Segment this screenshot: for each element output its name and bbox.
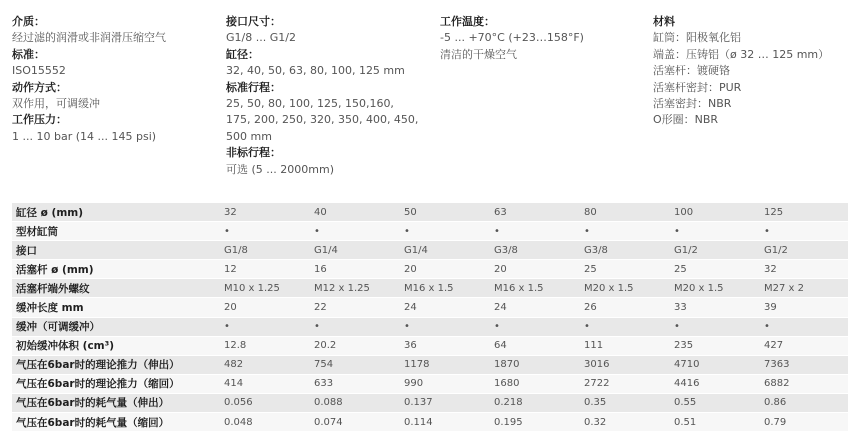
info-value: 活塞杆：镀硬铬	[653, 64, 730, 78]
table-cell: 20	[402, 260, 492, 279]
table-cell: 0.114	[402, 413, 492, 432]
table-cell: 111	[582, 336, 672, 355]
table-cell: •	[582, 222, 672, 241]
table-cell: 0.088	[312, 393, 402, 412]
table-cell: 0.32	[582, 413, 672, 432]
info-value: 175, 200, 250, 320, 350, 400, 450,	[226, 113, 419, 127]
info-label: 缸径：	[226, 47, 259, 61]
table-cell: 32	[222, 203, 312, 222]
table-cell: 0.218	[492, 393, 582, 412]
info-column-ports	[226, 14, 418, 178]
table-cell: 22	[312, 298, 402, 317]
table-row	[12, 355, 848, 374]
table-cell: M20 x 1.5	[582, 279, 672, 298]
info-value: G1/8 ... G1/2	[226, 31, 296, 45]
table-cell: 12	[222, 260, 312, 279]
table-row	[12, 413, 848, 432]
table-row	[12, 279, 848, 298]
table-cell: 20	[492, 260, 582, 279]
info-label: 标准行程：	[226, 80, 281, 94]
table-cell: 24	[402, 298, 492, 317]
table-cell: G1/4	[312, 241, 402, 260]
info-label: 工作温度：	[440, 15, 495, 28]
row-label: 缓冲长度 mm	[12, 298, 222, 317]
table-cell: 24	[492, 298, 582, 317]
row-label: 型材缸筒	[12, 222, 222, 241]
table-cell: M12 x 1.25	[312, 279, 402, 298]
specification-table	[12, 203, 848, 432]
row-label: 缓冲（可调缓冲）	[12, 317, 222, 336]
table-cell: 3016	[582, 355, 672, 374]
table-cell: 0.35	[582, 393, 672, 412]
table-cell: •	[582, 317, 672, 336]
table-cell: 12.8	[222, 336, 312, 355]
table-cell: 39	[762, 298, 848, 317]
info-value: 活塞杆密封：PUR	[653, 80, 742, 94]
table-cell: 32	[762, 260, 848, 279]
table-cell: 0.79	[762, 413, 848, 432]
table-cell: 25	[672, 260, 762, 279]
table-cell: 4416	[672, 374, 762, 393]
table-cell: •	[672, 317, 762, 336]
table-cell: 0.86	[762, 393, 848, 412]
info-column-medium	[12, 14, 166, 145]
table-cell: 26	[582, 298, 672, 317]
table-cell: G1/8	[222, 241, 312, 260]
info-value: 可选 (5 ... 2000mm)	[226, 162, 334, 176]
table-cell: 0.55	[672, 393, 762, 412]
table-cell: 40	[312, 203, 402, 222]
table-cell: 20.2	[312, 336, 402, 355]
table-cell: 0.056	[222, 393, 312, 412]
table-cell: M16 x 1.5	[402, 279, 492, 298]
table-cell: •	[492, 222, 582, 241]
table-cell: 0.51	[672, 413, 762, 432]
info-value: -5 ... +70°C (+23…158°F)	[440, 31, 584, 45]
info-value: 1 ... 10 bar (14 ... 145 psi)	[12, 129, 157, 143]
table-row	[12, 374, 848, 393]
table-cell: 990	[402, 374, 492, 393]
info-value: 端盖：压铸铝（ø 32 … 125 mm）	[653, 47, 830, 61]
info-label: 材料	[653, 15, 675, 28]
table-row	[12, 393, 848, 412]
row-label: 初始缓冲体积 (cm³)	[12, 336, 222, 355]
table-cell: M20 x 1.5	[672, 279, 762, 298]
table-cell: G3/8	[582, 241, 672, 260]
table-cell: 4710	[672, 355, 762, 374]
table-cell: 1680	[492, 374, 582, 393]
table-cell: 20	[222, 298, 312, 317]
table-cell: 0.137	[402, 393, 492, 412]
table-cell: 6882	[762, 374, 848, 393]
info-value: 缸筒：阳极氧化铝	[653, 31, 741, 45]
info-value: 25, 50, 80, 100, 125, 150,160,	[226, 97, 394, 111]
info-value: 活塞密封：NBR	[653, 97, 732, 111]
info-value: O形圈：NBR	[653, 113, 719, 127]
table-cell: M10 x 1.25	[222, 279, 312, 298]
row-label: 接口	[12, 241, 222, 260]
row-label: 缸径 ø (mm)	[12, 203, 222, 222]
table-cell: •	[402, 222, 492, 241]
table-row	[12, 298, 848, 317]
info-value: 32, 40, 50, 63, 80, 100, 125 mm	[226, 64, 405, 78]
table-cell: •	[762, 317, 848, 336]
info-label: 非标行程：	[226, 146, 281, 160]
table-cell: G1/2	[672, 241, 762, 260]
table-cell: 754	[312, 355, 402, 374]
info-column-temperature	[440, 14, 584, 63]
table-cell: 0.074	[312, 413, 402, 432]
table-cell: 1870	[492, 355, 582, 374]
row-label: 气压在6bar时的理论推力（缩回）	[12, 374, 222, 393]
table-cell: 16	[312, 260, 402, 279]
table-row	[12, 336, 848, 355]
table-cell: 33	[672, 298, 762, 317]
table-cell: 414	[222, 374, 312, 393]
info-label: 动作方式：	[12, 80, 67, 94]
table-cell: 427	[762, 336, 848, 355]
table-cell: 0.195	[492, 413, 582, 432]
row-label: 气压在6bar时的耗气量（缩回）	[12, 413, 222, 432]
row-label: 活塞杆 ø (mm)	[12, 260, 222, 279]
row-label: 气压在6bar时的理论推力（伸出）	[12, 355, 222, 374]
table-cell: M27 x 2	[762, 279, 848, 298]
info-value: 清洁的干燥空气	[440, 47, 517, 61]
row-label: 活塞杆端外螺纹	[12, 279, 222, 298]
info-label: 工作压力：	[12, 113, 67, 127]
table-cell: 0.048	[222, 413, 312, 432]
table-cell: 63	[492, 203, 582, 222]
table-cell: M16 x 1.5	[492, 279, 582, 298]
table-cell: 633	[312, 374, 402, 393]
table-cell: 2722	[582, 374, 672, 393]
table-cell: 235	[672, 336, 762, 355]
table-cell: •	[672, 222, 762, 241]
table-cell: •	[222, 317, 312, 336]
table-row	[12, 241, 848, 260]
table-cell: •	[312, 222, 402, 241]
table-cell: 80	[582, 203, 672, 222]
table-cell: 100	[672, 203, 762, 222]
info-label: 介质：	[12, 15, 45, 28]
info-value: 500 mm	[226, 129, 272, 143]
table-cell: 482	[222, 355, 312, 374]
info-value: 经过滤的润滑或非润滑压缩空气	[12, 31, 166, 45]
table-cell: G1/4	[402, 241, 492, 260]
table-cell: G3/8	[492, 241, 582, 260]
info-label: 接口尺寸：	[226, 15, 281, 28]
table-cell: •	[762, 222, 848, 241]
info-value: 双作用，可调缓冲	[12, 97, 100, 111]
table-cell: •	[492, 317, 582, 336]
table-cell: 50	[402, 203, 492, 222]
table-cell: 7363	[762, 355, 848, 374]
info-column-materials	[653, 14, 829, 129]
table-cell: •	[222, 222, 312, 241]
table-cell: 36	[402, 336, 492, 355]
info-value: ISO15552	[12, 64, 66, 78]
table-row	[12, 222, 848, 241]
table-row	[12, 260, 848, 279]
row-label: 气压在6bar时的耗气量（伸出）	[12, 393, 222, 412]
info-label: 标准：	[12, 47, 45, 61]
table-cell: 125	[762, 203, 848, 222]
table-cell: G1/2	[762, 241, 848, 260]
table-cell: 64	[492, 336, 582, 355]
table-cell: •	[312, 317, 402, 336]
table-cell: 1178	[402, 355, 492, 374]
table-row	[12, 203, 848, 222]
table-cell: •	[402, 317, 492, 336]
table-row	[12, 317, 848, 336]
table-cell: 25	[582, 260, 672, 279]
